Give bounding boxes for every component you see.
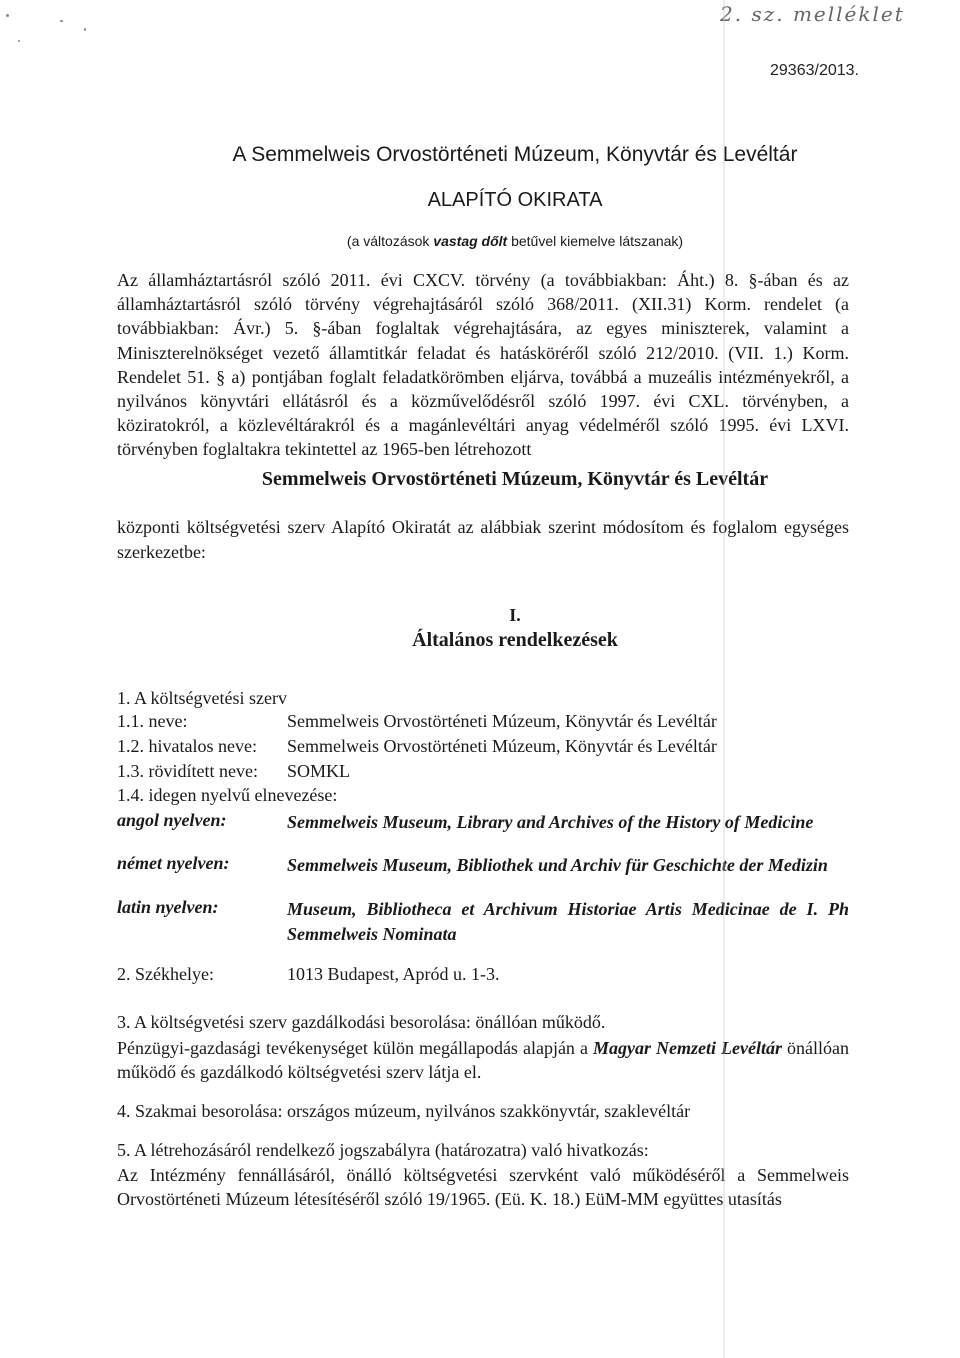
english-label: angol nyelven:	[117, 810, 227, 830]
institution-name-heading: Semmelweis Orvostörténeti Múzeum, Könyvtár és Levéltár	[261, 468, 769, 490]
institution-title: A Semmelweis Orvostörténeti Múzeum, Könyvtár és Levéltár	[232, 143, 798, 166]
intro-paragraph: Az államháztartásról szóló 2011. évi CXCV. törvény (a továbbiakban: Áht.) 8. §-ában és az államháztartásról szóló törvény végrehajtásáról szóló 368/2011. (XII.31) Korm. rendelet (a továbbiakban: Ávr.) 5. §-ában foglaltak végrehajtására, az egyes miniszterek, valamint a Miniszterelnökséget vezető államtitkár feladat és hatásköréről szóló 212/2010. (VII. 1.) Korm. Rendelet 51. § a) pontjában foglalt feladatkörömben eljárva, továbbá a muzeális intézményekről, a nyilvános könyvtári ellátásról és a közművelődésről szóló 1997. évi CXL. törvényben, a köziratokról, a közlevéltárakról és a magánlevéltári anyag védelméről szóló 1995. évi LXVI. törvényben foglaltakra tekintettel az 1965-ben létrehozott	[117, 270, 849, 460]
seat-value: 1013 Budapest, Apród u. 1-3.	[287, 964, 500, 984]
handwritten-annotation: 2. sz. melléklet	[720, 2, 905, 26]
section-title: Általános rendelkezések	[412, 629, 618, 651]
german-label: német nyelven:	[117, 853, 230, 873]
short-name-value: SOMKL	[287, 761, 351, 781]
german-name: Semmelweis Museum, Bibliothek und Archiv für Geschichte der Medizin	[287, 855, 828, 875]
official-name-value: Semmelweis Orvostörténeti Múzeum, Könyvtár és Levéltár	[287, 736, 717, 756]
item-5-heading: 5. A létrehozásáról rendelkező jogszabályra (határozatra) való hivatkozás:	[117, 1140, 649, 1160]
item-5-paragraph: Az Intézmény fennállásáról, önálló költségvetési szervként való működéséről a Semmelweis Orvostörténeti Múzeum létesítéséről szóló 19/1965. (Eü. K. 18.) EüM-MM együttes utasítás	[117, 1165, 849, 1209]
item-3-text-emphasis: Magyar Nemzeti Levéltár	[592, 1038, 782, 1058]
second-paragraph: központi költségvetési szerv Alapító Okiratát az alábbiak szerint módosítom és foglalom egységes szerkezetbe:	[117, 517, 849, 562]
document-number: 29363/2013.	[770, 62, 859, 79]
item-1-heading: 1. A költségvetési szerv	[117, 688, 287, 708]
document-title: ALAPÍTÓ OKIRATA	[427, 189, 603, 211]
item-3-text-after: önállóan működő és gazdálkodó költségvetési szerv látja el.	[117, 1038, 850, 1082]
official-name-label: 1.2. hivatalos neve:	[117, 736, 257, 756]
changes-note-bold: vastag dőlt	[433, 233, 508, 249]
changes-note	[110, 233, 920, 249]
seat-label: 2. Székhelye:	[117, 964, 214, 984]
scan-fold-line	[723, 0, 725, 1358]
latin-label: latin nyelven:	[117, 897, 219, 917]
foreign-names-heading: 1.4. idegen nyelvű elnevezése:	[117, 785, 338, 805]
section-number: I.	[509, 605, 521, 625]
scan-speck	[84, 28, 86, 31]
english-name: Semmelweis Museum, Library and Archives of the History of Medicine	[287, 812, 814, 832]
scan-speck	[60, 20, 63, 22]
item-3-paragraph	[117, 1036, 849, 1084]
item-4-line: 4. Szakmai besorolása: országos múzeum, nyilvános szakkönyvtár, szaklevéltár	[117, 1101, 691, 1121]
latin-name: Museum, Bibliotheca et Archivum Historiae Artis Medicinae de I. Ph Semmelweis Nominata	[287, 899, 849, 944]
scan-speck	[18, 40, 20, 42]
name-value: Semmelweis Orvostörténeti Múzeum, Könyvtár és Levéltár	[287, 711, 717, 731]
short-name-label: 1.3. rövidített neve:	[117, 761, 258, 781]
scan-speck	[6, 14, 9, 17]
changes-note-before: (a változások	[346, 233, 434, 249]
changes-note-after: betűvel kiemelve látszanak)	[507, 233, 684, 249]
name-label: 1.1. neve:	[117, 711, 188, 731]
item-3-line: 3. A költségvetési szerv gazdálkodási besorolása: önállóan működő.	[117, 1012, 606, 1032]
item-3-text-before: Pénzügyi-gazdasági tevékenységet külön megállapodás alapján a	[117, 1038, 593, 1058]
